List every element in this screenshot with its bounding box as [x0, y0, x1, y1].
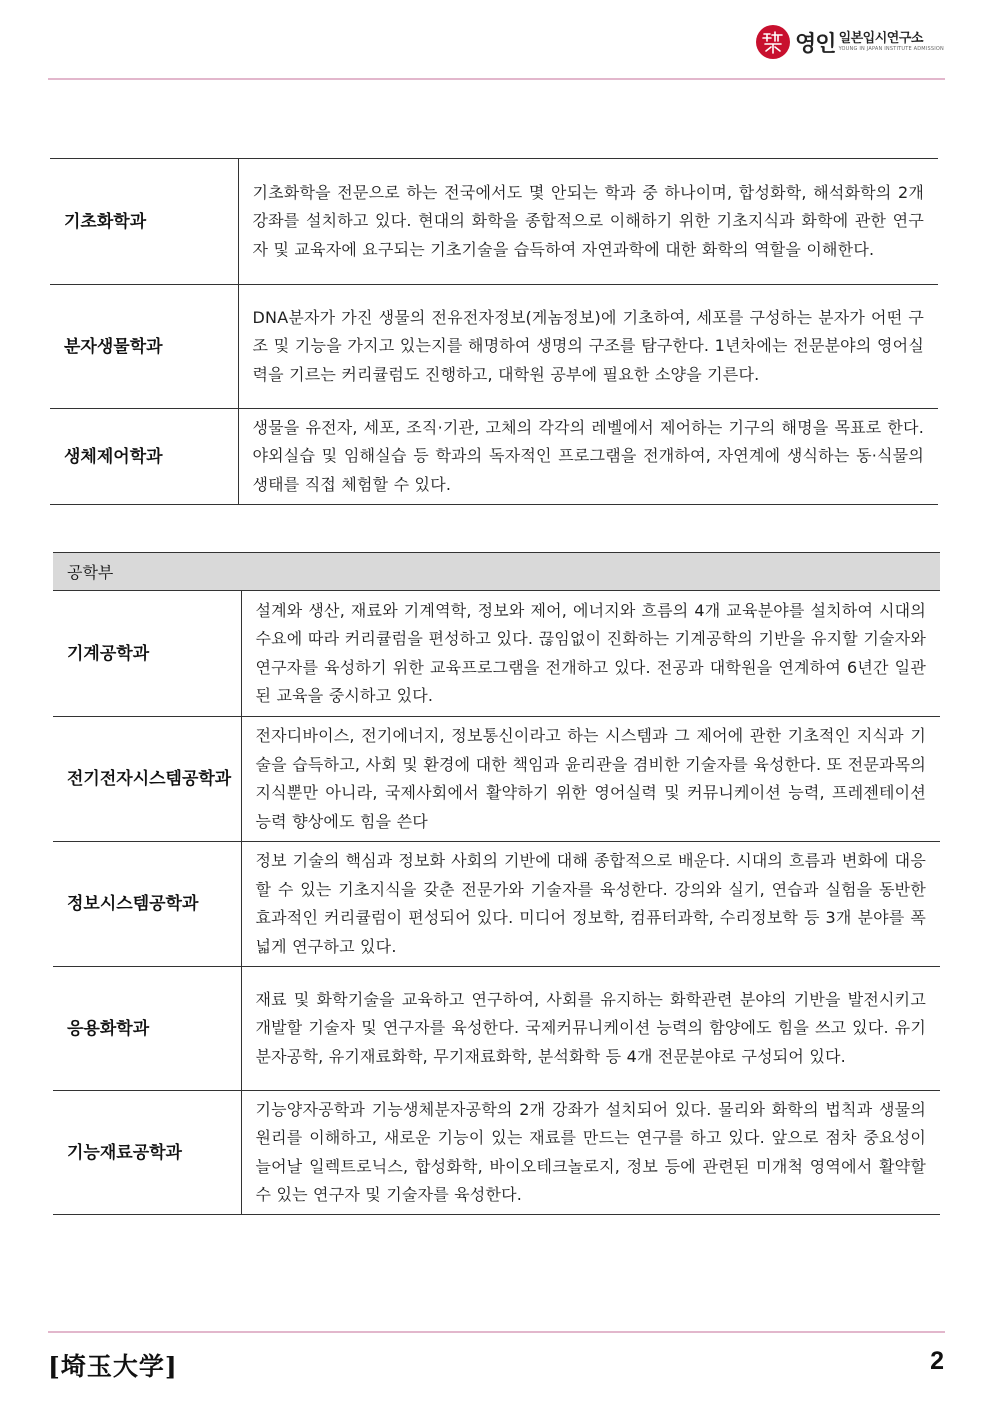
dept-description: 생물을 유전자, 세포, 조직·기관, 고체의 각각의 레벨에서 제어하는 기구의 해명을 목표로 한다. 야외실습 및 임해실습 등 학과의 독자적인 프로그램을 전개하여, 자연계에 생식하는 동·식물의 생태를 직접 체험할 수 있다.: [238, 409, 938, 505]
dept-name: 기능재료공학과: [53, 1091, 241, 1215]
dept-description: 정보 기술의 핵심과 정보화 사회의 기반에 대해 종합적으로 배운다. 시대의 흐름과 변화에 대응할 수 있는 기초지식을 갖춘 전문가와 기술자를 육성한다. 강의와 실기, 연습과 실험을 동반한 효과적인 커리큘럼이 편성되어 있다. 미디어 정보학, 컴퓨터과학, 수리정보학 등 3개 분야를 폭넓게 연구하고 있다.: [241, 842, 940, 967]
dept-description: 기능양자공학과 기능생체분자공학의 2개 강좌가 설치되어 있다. 물리와 화학의 법칙과 생물의 원리를 이해하고, 새로운 기능이 있는 재료를 만드는 연구를 하고 있다. 앞으로 점차 중요성이 늘어날 일렉트로닉스, 합성화학, 바이오테크놀로지, 정보 등에 관련된 미개척 영역에서 활약할 수 있는 연구자 및 기술자를 육성한다.: [241, 1091, 940, 1215]
science-dept-table: [50, 158, 938, 505]
dept-name: 응용화학과: [53, 967, 241, 1091]
table-row: [50, 159, 938, 285]
logo-name: 일본입시연구소: [838, 31, 923, 46]
table-row: [50, 285, 938, 409]
dept-description: 전자디바이스, 전기에너지, 정보통신이라고 하는 시스템과 그 제어에 관한 기초적인 지식과 기술을 습득하고, 사회 및 환경에 대한 책임과 윤리관을 겸비한 기술자를 육성한다. 또 전문과목의 지식뿐만 아니라, 국제사회에서 활약하기 위한 영어실력 및 커뮤니케이션 능력, 프레젠테이션 능력 향상에도 힘을 쓴다: [241, 717, 940, 842]
engineering-dept-table: [53, 552, 940, 1215]
footer-university-title: [埼玉大学]: [48, 1352, 178, 1381]
table-row: [53, 591, 940, 717]
dept-name: 정보시스템공학과: [53, 842, 241, 967]
logo-seal-icon: [755, 24, 791, 60]
dept-description: 설계와 생산, 재료와 기계역학, 정보와 제어, 에너지와 흐름의 4개 교육분야를 설치하여 시대의 수요에 따라 커리큘럼을 편성하고 있다. 끊임없이 진화하는 기계공학의 기반을 유지할 기술자와 연구자를 육성하기 위한 교육프로그램을 전개하고 있다. 전공과 대학원을 연계하여 6년간 일관된 교육을 중시하고 있다.: [241, 591, 940, 717]
header-logo: [755, 22, 944, 62]
dept-name: 기계공학과: [53, 591, 241, 717]
header-divider: [48, 78, 945, 80]
section-title: 공학부: [53, 553, 940, 591]
page-number: 2: [930, 1347, 944, 1375]
dept-description: DNA분자가 가진 생물의 전유전자정보(게놈정보)에 기초하여, 세포를 구성하는 분자가 어떤 구조 및 기능을 가지고 있는지를 해명하여 생명의 구조를 탐구한다. 1년차에는 전문분야의 영어실력을 기르는 커리큘럼도 진행하고, 대학원 공부에 필요한 소양을 기른다.: [238, 285, 938, 409]
footer-divider: [48, 1331, 945, 1333]
dept-name: 분자생물학과: [50, 285, 238, 409]
dept-name: 생체제어학과: [50, 409, 238, 505]
dept-description: 기초화학을 전문으로 하는 전국에서도 몇 안되는 학과 중 하나이며, 합성화학, 해석화학의 2개 강좌를 설치하고 있다. 현대의 화학을 종합적으로 이해하기 위한 기초지식과 화학에 관한 연구자 및 교육자에 요구되는 기초기술을 습득하여 자연과학에 대한 화학의 역할을 이해한다.: [238, 159, 938, 285]
dept-name: 기초화학과: [50, 159, 238, 285]
logo-subtitle: YOUNG IN JAPAN INSTITUTE ADMISSION: [838, 46, 944, 52]
logo-brand: 영인: [795, 31, 836, 57]
dept-description: 재료 및 화학기술을 교육하고 연구하여, 사회를 유지하는 화학관련 분야의 기반을 발전시키고 개발할 기술자 및 연구자를 육성한다. 국제커뮤니케이션 능력의 함양에도 힘을 쓰고 있다. 유기분자공학, 유기재료화학, 무기재료화학, 분석화학 등 4개 전문분야로 구성되어 있다.: [241, 967, 940, 1091]
table-row: [53, 717, 940, 842]
table-row: [53, 967, 940, 1091]
table-row: [53, 1091, 940, 1215]
dept-name: 전기전자시스템공학과: [53, 717, 241, 842]
section-header-row: [53, 553, 940, 591]
table-row: [50, 409, 938, 505]
table-row: [53, 842, 940, 967]
